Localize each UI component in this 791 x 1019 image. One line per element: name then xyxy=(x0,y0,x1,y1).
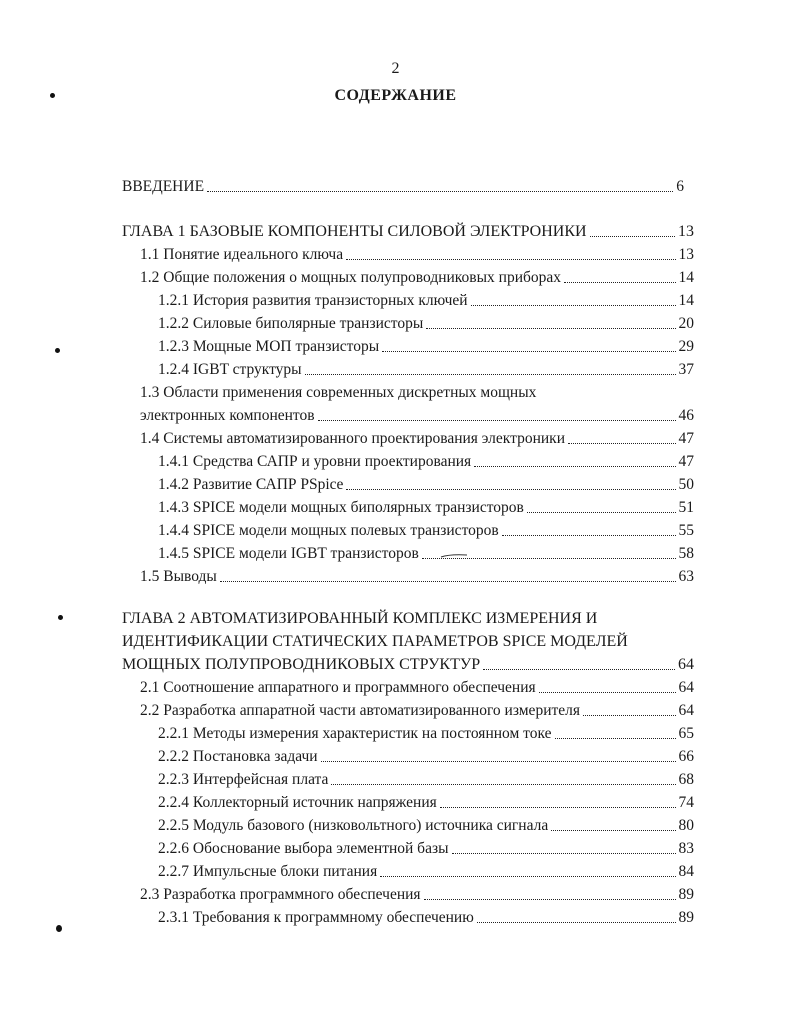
toc-entry-1-1[interactable] xyxy=(140,245,694,265)
toc-entry-page: 74 xyxy=(678,794,694,811)
toc-entry-page: 37 xyxy=(678,361,694,378)
dot-leader xyxy=(220,581,676,582)
toc-entry-page: 29 xyxy=(678,338,694,355)
dot-leader xyxy=(424,899,676,900)
toc-entry-title: 2.2.2 Постановка задачи xyxy=(158,748,318,765)
dot-leader xyxy=(590,236,675,237)
dot-leader xyxy=(346,489,675,490)
dot-leader xyxy=(440,807,676,808)
toc-entry-title: 2.2.4 Коллекторный источник напряжения xyxy=(158,794,437,811)
toc-entry-1-2-3[interactable] xyxy=(158,337,694,357)
toc-entry-2-2-6[interactable] xyxy=(158,839,694,859)
toc-entry-title: 1.2.3 Мощные МОП транзисторы xyxy=(158,338,380,355)
dot-leader xyxy=(452,853,676,854)
toc-entry-page: 64 xyxy=(678,656,694,673)
toc-entry-title: 2.2.6 Обоснование выбора элементной базы xyxy=(158,840,449,857)
toc-entry-2-2-4[interactable] xyxy=(158,793,694,813)
toc-entry-title: 1.1 Понятие идеального ключа xyxy=(140,246,344,263)
toc-entry-title: 1.4 Системы автоматизированного проектирования электроники xyxy=(140,430,565,447)
toc-entry-title: электронных компонентов xyxy=(140,407,315,424)
dot-leader xyxy=(483,669,675,670)
toc-entry-page: 89 xyxy=(678,886,694,903)
dot-leader xyxy=(527,512,676,513)
dot-leader xyxy=(346,259,675,260)
toc-entry-intro[interactable] xyxy=(122,177,684,197)
toc-entry-title: 1.2 Общие положения о мощных полупроводниковых приборах xyxy=(140,269,562,286)
dot-leader xyxy=(474,466,675,467)
toc-entry-page: 13 xyxy=(678,223,694,240)
dot-leader xyxy=(539,692,676,693)
toc-entry-1-3-line1[interactable]: 1.3 Области применения современных дискретных мощных xyxy=(140,384,537,401)
toc-entry-2-3-1[interactable] xyxy=(158,908,694,928)
toc-entry-chapter-2[interactable] xyxy=(122,655,694,675)
toc-entry-title: 1.2.1 История развития транзисторных ключей xyxy=(158,292,468,309)
toc-entry-2-1[interactable] xyxy=(140,678,694,698)
toc-entry-chapter-2-line2[interactable]: ИДЕНТИФИКАЦИИ СТАТИЧЕСКИХ ПАРАМЕТРОВ SPICE МОДЕЛЕЙ xyxy=(122,633,628,650)
toc-entry-page: 46 xyxy=(678,407,694,424)
toc-entry-page: 80 xyxy=(678,817,694,834)
toc-entry-title: 1.2.2 Силовые биполярные транзисторы xyxy=(158,315,424,332)
toc-entry-1-4-3[interactable] xyxy=(158,498,694,518)
toc-entry-page: 64 xyxy=(678,702,694,719)
toc-entry-2-2[interactable] xyxy=(140,701,694,721)
page-number: 2 xyxy=(391,60,400,77)
toc-entry-page: 47 xyxy=(678,453,694,470)
toc-entry-page: 6 xyxy=(676,178,684,195)
dot-leader xyxy=(318,420,676,421)
toc-entry-2-2-3[interactable] xyxy=(158,770,694,790)
dot-leader xyxy=(305,374,676,375)
toc-entry-page: 14 xyxy=(678,292,694,309)
toc-entry-title: 1.5 Выводы xyxy=(140,568,217,585)
toc-entry-title: 2.2.7 Импульсные блоки питания xyxy=(158,863,378,880)
toc-entry-2-2-7[interactable] xyxy=(158,862,694,882)
toc-entry-2-2-5[interactable] xyxy=(158,816,694,836)
toc-entry-2-2-2[interactable] xyxy=(158,747,694,767)
toc-entry-page: 47 xyxy=(678,430,694,447)
toc-entry-1-2-4[interactable] xyxy=(158,360,694,380)
toc-entry-page: 84 xyxy=(678,863,694,880)
dot-leader xyxy=(380,876,675,877)
toc-entry-chapter-1[interactable] xyxy=(122,222,694,242)
dot-leader xyxy=(331,784,675,785)
toc-entry-2-2-1[interactable] xyxy=(158,724,694,744)
toc-entry-title: 2.2.3 Интерфейсная плата xyxy=(158,771,329,788)
toc-entry-page: 83 xyxy=(678,840,694,857)
toc-entry-page: 58 xyxy=(678,545,694,562)
toc-entry-2-3[interactable] xyxy=(140,885,694,905)
toc-entry-1-2[interactable] xyxy=(140,268,694,288)
toc-entry-title: 2.3.1 Требования к программному обеспечению xyxy=(158,909,474,926)
toc-entry-1-4[interactable] xyxy=(140,429,694,449)
toc-entry-title: 1.4.3 SPICE модели мощных биполярных транзисторов xyxy=(158,499,524,516)
toc-entry-page: 63 xyxy=(678,568,694,585)
dot-leader xyxy=(471,305,676,306)
dot-leader xyxy=(426,328,675,329)
dot-leader xyxy=(477,922,676,923)
dot-leader xyxy=(382,351,675,352)
toc-entry-title: 2.1 Соотношение аппаратного и программного обеспечения xyxy=(140,679,536,696)
toc-entry-1-4-5[interactable] xyxy=(158,544,694,564)
toc-entry-1-4-1[interactable] xyxy=(158,452,694,472)
toc-entry-1-5[interactable] xyxy=(140,567,694,587)
toc-entry-title: 1.4.2 Развитие САПР PSpice xyxy=(158,476,344,493)
toc-entry-1-3[interactable] xyxy=(140,406,694,426)
toc-entry-title: 2.2.5 Модуль базового (низковольтного) источника сигнала xyxy=(158,817,549,834)
dot-leader xyxy=(583,715,675,716)
toc-entry-page: 14 xyxy=(678,269,694,286)
dot-leader xyxy=(555,738,676,739)
toc-entry-page: 13 xyxy=(678,246,694,263)
toc-entry-page: 65 xyxy=(678,725,694,742)
toc-entry-title: 1.4.5 SPICE модели IGBT транзисторов xyxy=(158,545,419,562)
dot-leader xyxy=(321,761,676,762)
toc-entry-page: 64 xyxy=(678,679,694,696)
dot-leader xyxy=(568,443,676,444)
toc-entry-title: 1.2.4 IGBT структуры xyxy=(158,361,302,378)
dot-leader xyxy=(207,191,673,192)
toc-entry-1-2-2[interactable] xyxy=(158,314,694,334)
dot-leader xyxy=(551,830,675,831)
toc-entry-1-2-1[interactable] xyxy=(158,291,694,311)
toc-entry-title: 1.4.1 Средства САПР и уровни проектирования xyxy=(158,453,472,470)
dot-leader xyxy=(422,558,676,559)
toc-entry-chapter-2-line1[interactable]: ГЛАВА 2 АВТОМАТИЗИРОВАННЫЙ КОМПЛЕКС ИЗМЕРЕНИЯ И xyxy=(122,610,598,627)
toc-entry-page: 51 xyxy=(678,499,694,516)
toc-entry-page: 66 xyxy=(678,748,694,765)
toc-entry-title: ГЛАВА 1 БАЗОВЫЕ КОМПОНЕНТЫ СИЛОВОЙ ЭЛЕКТРОНИКИ xyxy=(122,223,587,240)
toc-entry-title: 1.4.4 SPICE модели мощных полевых транзисторов xyxy=(158,522,499,539)
toc-entry-page: 50 xyxy=(678,476,694,493)
toc-entry-page: 20 xyxy=(678,315,694,332)
toc-entry-1-4-4[interactable] xyxy=(158,521,694,541)
dot-leader xyxy=(564,282,675,283)
toc-entry-page: 55 xyxy=(678,522,694,539)
toc-entry-1-4-2[interactable] xyxy=(158,475,694,495)
toc-entry-page: 68 xyxy=(678,771,694,788)
toc-entry-page: 89 xyxy=(678,909,694,926)
dot-leader xyxy=(502,535,676,536)
toc-entry-title: 2.2 Разработка аппаратной части автоматизированного измерителя xyxy=(140,702,581,719)
toc-entry-title: 2.2.1 Методы измерения характеристик на постоянном токе xyxy=(158,725,552,742)
toc-entry-title: 2.3 Разработка программного обеспечения xyxy=(140,886,421,903)
toc-entry-title: ВВЕДЕНИЕ xyxy=(122,178,205,195)
page-title: СОДЕРЖАНИЕ xyxy=(334,87,457,104)
toc-entry-title: МОЩНЫХ ПОЛУПРОВОДНИКОВЫХ СТРУКТУР xyxy=(122,656,481,673)
